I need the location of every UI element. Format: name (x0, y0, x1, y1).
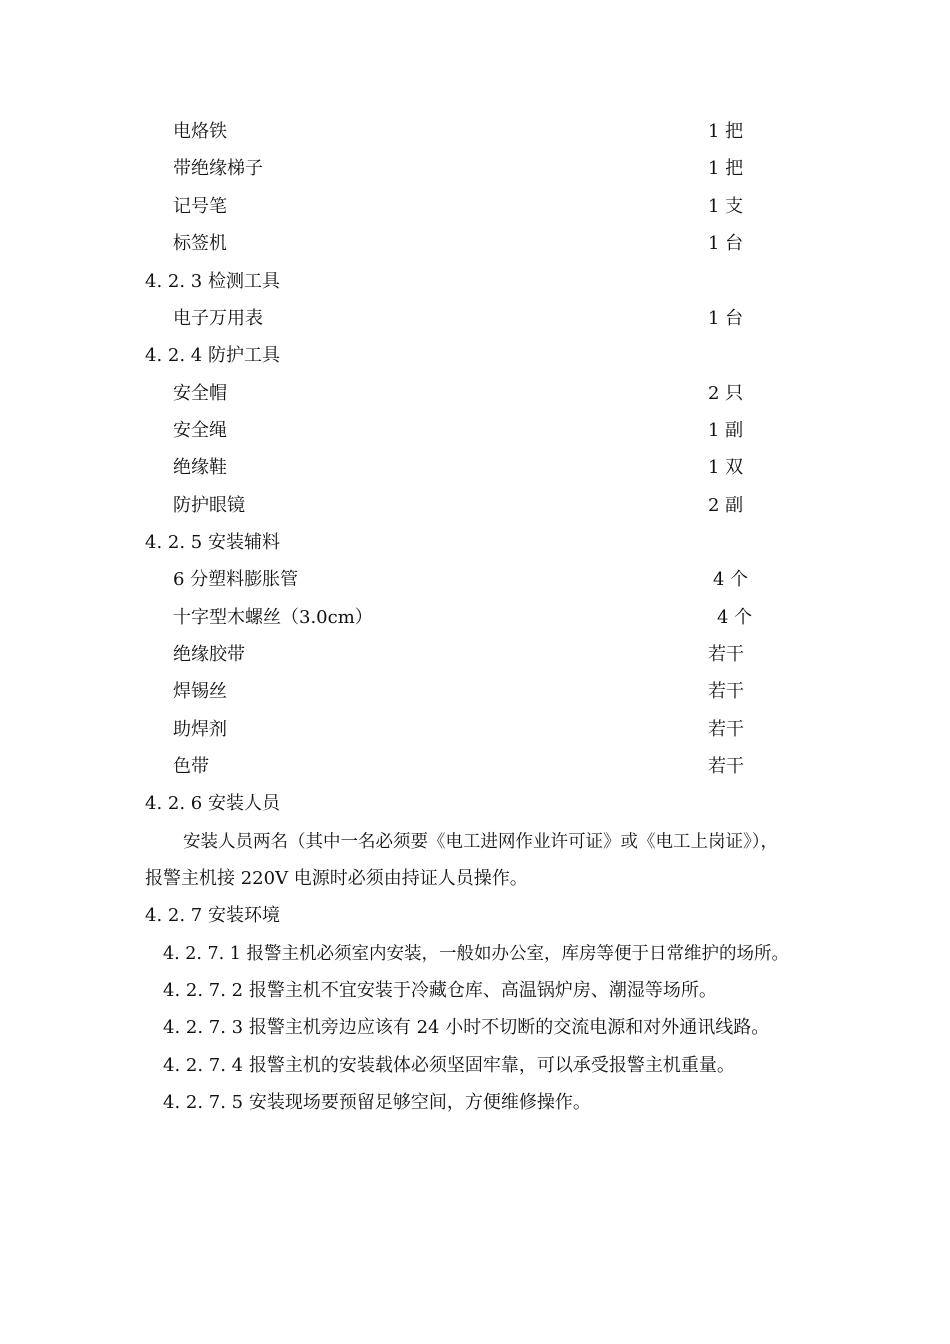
sub-item: 4. 2. 7. 5 安装现场要预留足够空间，方便维修操作。 (163, 1092, 591, 1113)
item-name: 安全帽 (173, 383, 227, 404)
sub-item: 4. 2. 7. 1 报警主机必须室内安装，一般如办公室，库房等便于日常维护的场所。 (163, 944, 789, 964)
item-qty: 若干 (708, 681, 744, 702)
item-name: 6 分塑料膨胀管 (173, 569, 299, 590)
item-name: 绝缘胶带 (173, 644, 245, 665)
item-qty: 若干 (708, 719, 744, 740)
section-heading-4-2-7: 4. 2. 7 安装环境 (145, 905, 280, 926)
section-heading-4-2-4: 4. 2. 4 防护工具 (145, 345, 280, 366)
paragraph-line: 报警主机接 220V 电源时必须由持证人员操作。 (145, 868, 528, 889)
item-qty: 4 个 (713, 569, 749, 590)
paragraph-line: 安装人员两名（其中一名必须要《电工进网作业许可证》或《电工上岗证》）， (183, 832, 778, 852)
item-qty: 1 把 (708, 121, 744, 142)
item-qty: 2 只 (708, 383, 744, 404)
section-heading-4-2-3: 4. 2. 3 检测工具 (145, 271, 280, 292)
item-qty: 1 双 (708, 457, 744, 478)
item-qty: 若干 (708, 756, 744, 777)
item-name: 带绝缘梯子 (173, 158, 263, 179)
item-qty: 1 副 (708, 420, 744, 441)
item-qty: 1 把 (708, 158, 744, 179)
item-qty: 1 台 (708, 233, 744, 254)
item-name: 防护眼镜 (173, 495, 245, 516)
item-name: 电子万用表 (173, 308, 263, 329)
item-qty: 2 副 (708, 495, 744, 516)
item-qty: 若干 (708, 644, 744, 665)
item-name: 安全绳 (173, 420, 227, 441)
item-name: 标签机 (173, 233, 227, 254)
item-name: 绝缘鞋 (173, 457, 227, 478)
item-name: 十字型木螺丝（3.0cm） (173, 607, 373, 628)
sub-item: 4. 2. 7. 2 报警主机不宜安装于冷藏仓库、高温锅炉房、潮湿等场所。 (163, 980, 717, 1001)
item-name: 记号笔 (173, 196, 227, 217)
section-heading-4-2-5: 4. 2. 5 安装辅料 (145, 532, 280, 553)
section-heading-4-2-6: 4. 2. 6 安装人员 (145, 793, 280, 814)
item-qty: 1 支 (708, 196, 744, 217)
item-name: 焊锡丝 (173, 681, 227, 702)
item-name: 色带 (173, 756, 209, 777)
sub-item: 4. 2. 7. 4 报警主机的安装载体必须坚固牢靠，可以承受报警主机重量。 (163, 1055, 735, 1076)
sub-item: 4. 2. 7. 3 报警主机旁边应该有 24 小时不切断的交流电源和对外通讯线路。 (163, 1017, 770, 1038)
item-qty: 1 台 (708, 308, 744, 329)
item-qty: 4 个 (717, 607, 753, 628)
item-name: 助焊剂 (173, 719, 227, 740)
item-name: 电烙铁 (173, 121, 227, 142)
